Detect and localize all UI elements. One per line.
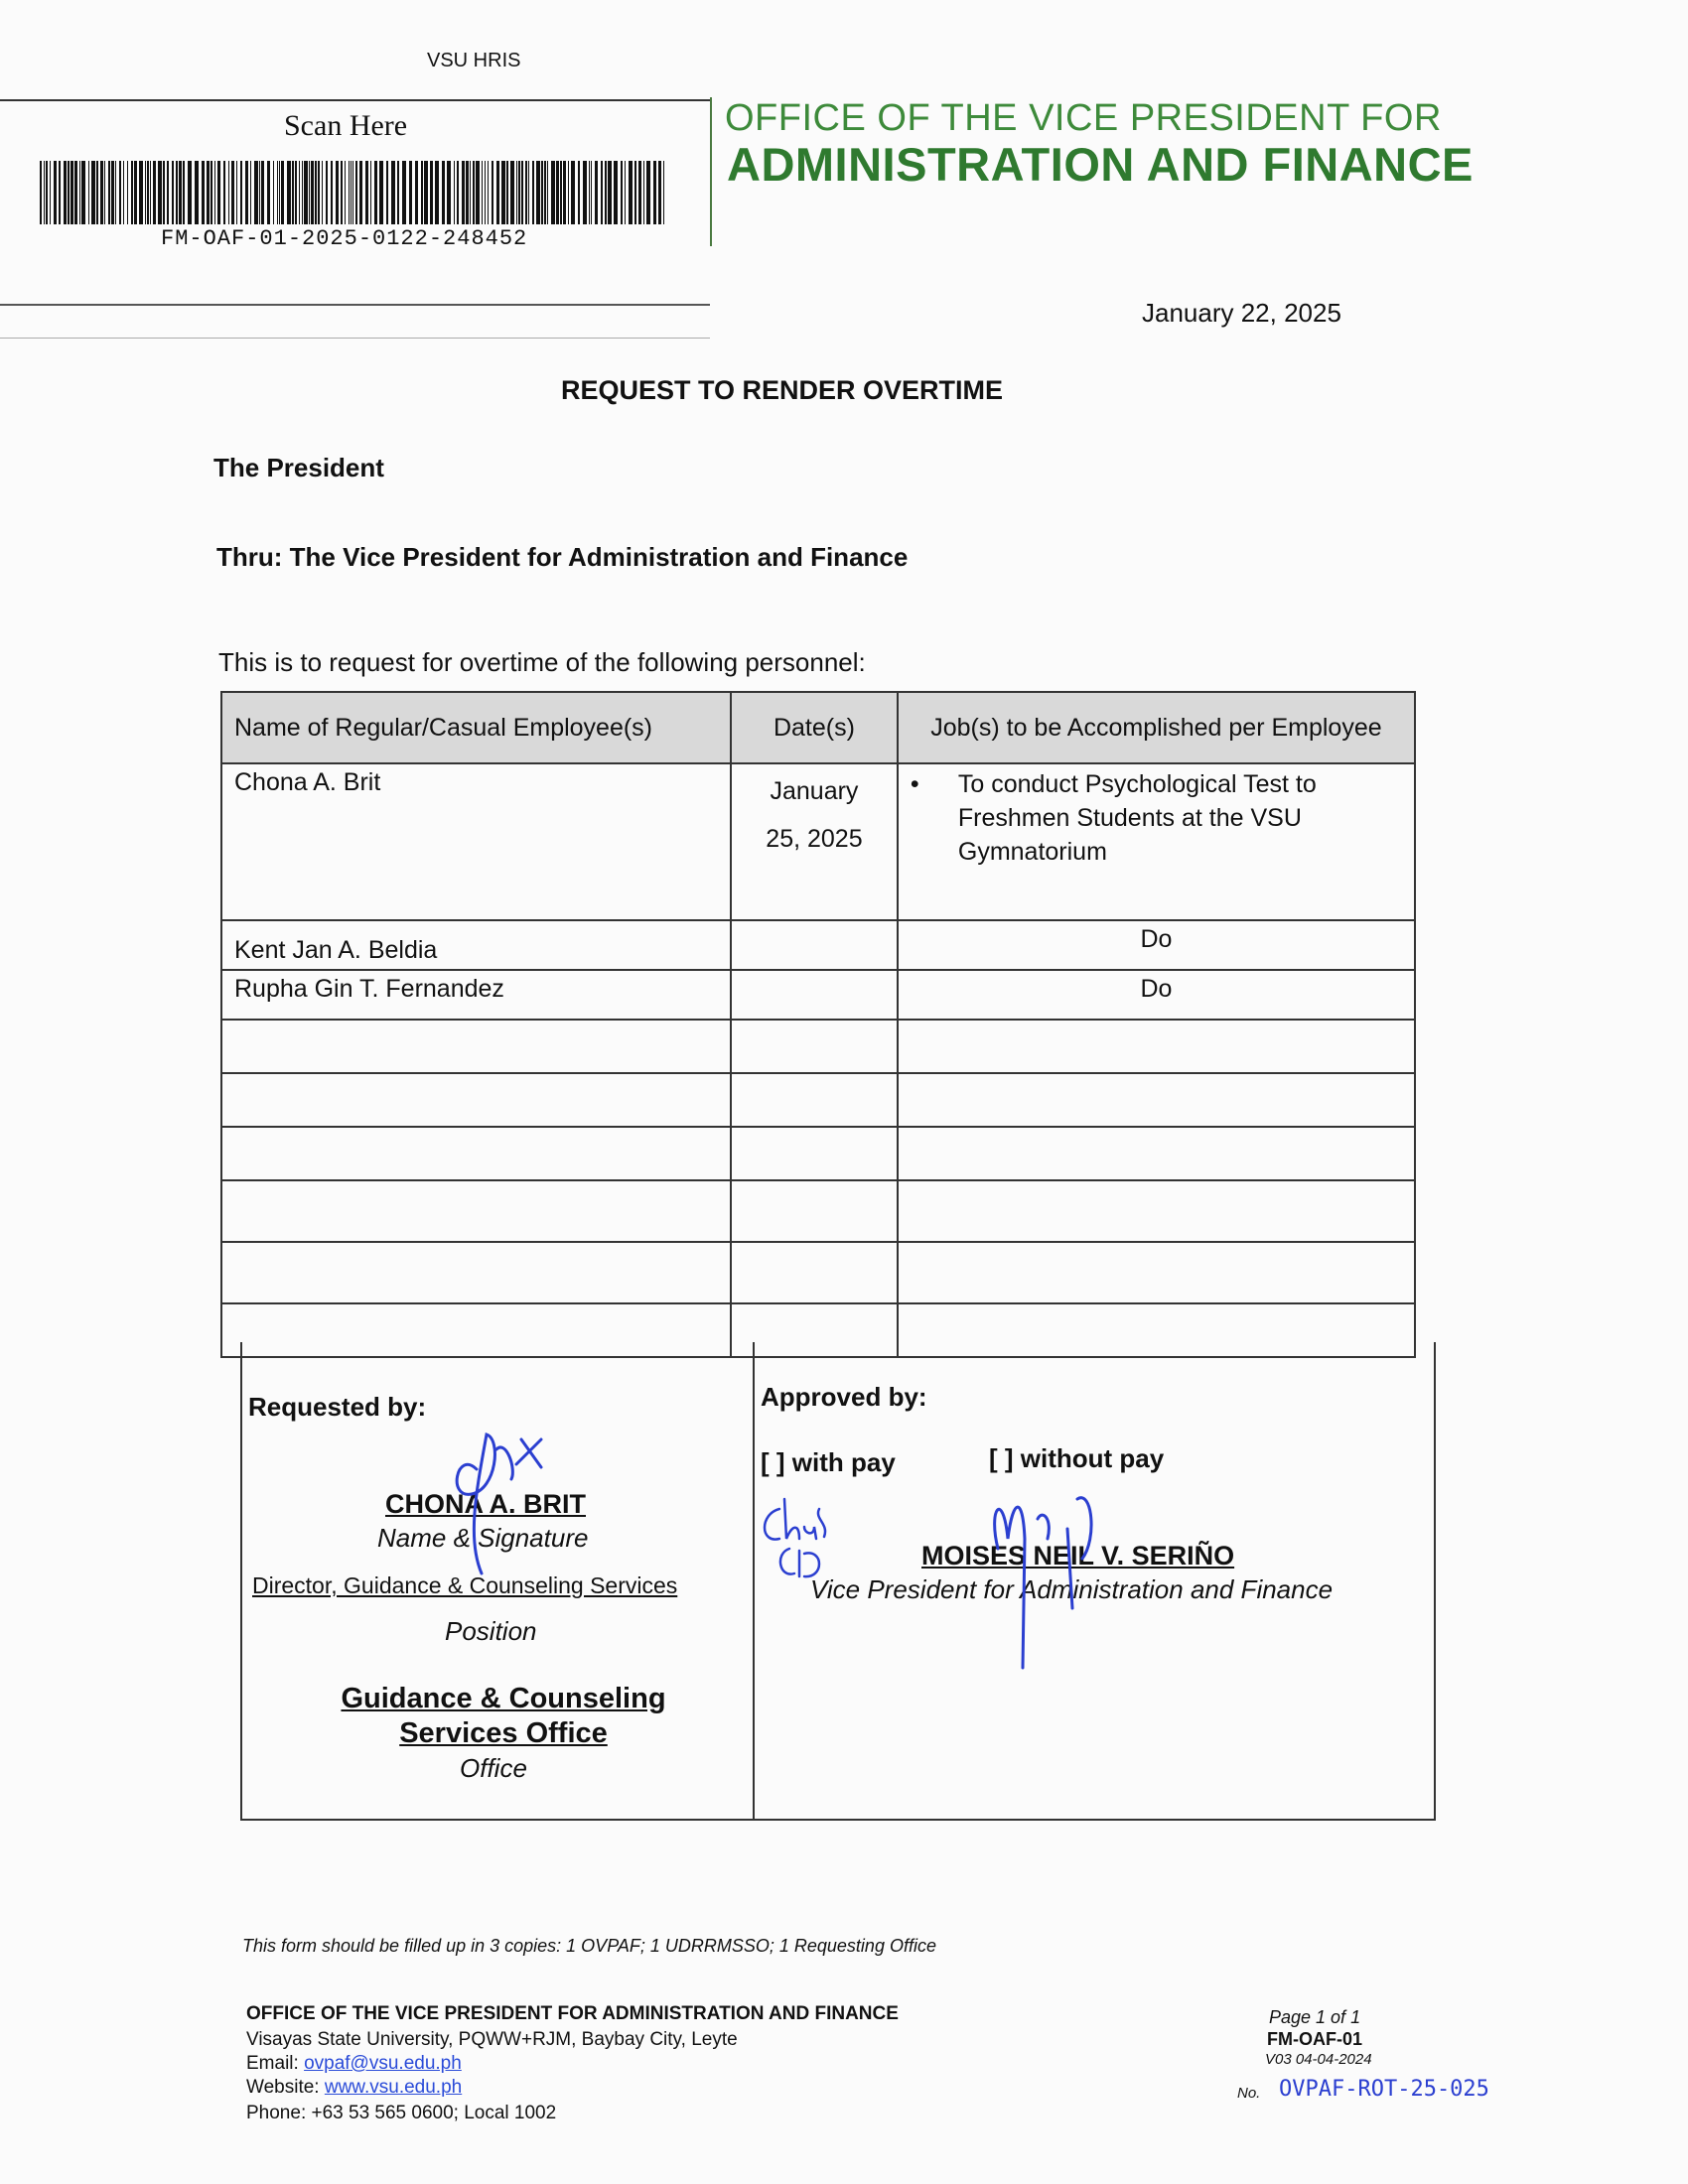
email-link[interactable]: ovpaf@vsu.edu.ph: [304, 2053, 462, 2074]
table-row-empty: [221, 1073, 1415, 1127]
table-row-empty: [221, 1242, 1415, 1303]
personnel-table: [220, 691, 1416, 1358]
stamp-divider-faint: [0, 338, 710, 339]
stamp-divider: [0, 304, 710, 306]
footer-email: [246, 2053, 462, 2075]
footer-office: OFFICE OF THE VICE PRESIDENT FOR ADMINISTRATION AND FINANCE: [246, 2003, 899, 2024]
employee-job: Do: [898, 970, 1415, 1020]
footer-website: [246, 2077, 462, 2099]
barcode-icon[interactable]: [40, 161, 665, 224]
employee-date: [731, 970, 898, 1020]
position-label: Position: [445, 1616, 537, 1646]
with-pay-checkbox[interactable]: [ ] with pay: [761, 1447, 896, 1477]
document-title: REQUEST TO RENDER OVERTIME: [561, 375, 1004, 405]
table-row-empty: [221, 1180, 1415, 1242]
letterhead-rule: [710, 97, 712, 246]
employee-name: Kent Jan A. Beldia: [221, 920, 731, 970]
office-label: Office: [460, 1753, 527, 1783]
addressee: The President: [213, 453, 384, 482]
approver-position: Vice President for Administration and Finance: [810, 1574, 1334, 1604]
date-line: 25, 2025: [766, 824, 863, 853]
header-jobs: Job(s) to be Accomplished per Employee: [898, 692, 1415, 763]
form-version: V03 04-04-2024: [1265, 2051, 1372, 2068]
email-label: Email:: [246, 2053, 299, 2074]
requester-signature-icon: [427, 1410, 566, 1578]
letterhead-line2: ADMINISTRATION AND FINANCE: [727, 138, 1474, 191]
copies-note: This form should be filled up in 3 copies: 1 OVPAF; 1 UDRRMSSO; 1 Requesting Office: [242, 1936, 936, 1956]
control-number-label: No.: [1237, 2085, 1261, 2102]
table-row-empty: [221, 1020, 1415, 1073]
control-number: OVPAF-ROT-25-025: [1279, 2077, 1489, 2102]
approver-signature-icon: [983, 1479, 1122, 1678]
thru-line: Thru: The Vice President for Administration and Finance: [216, 542, 909, 572]
employee-job: [898, 763, 1415, 920]
scan-here-label: Scan Here: [284, 109, 408, 142]
approver-name: MOISES NEIL V. SERIÑO: [921, 1541, 1235, 1570]
document-date: January 22, 2025: [1142, 298, 1341, 328]
hris-label: VSU HRIS: [427, 50, 521, 71]
letterhead-line1: OFFICE OF THE VICE PRESIDENT FOR: [725, 97, 1442, 139]
table-header-row: [221, 692, 1415, 763]
intro-text: This is to request for overtime of the following personnel:: [218, 647, 866, 677]
table-row: [221, 920, 1415, 970]
initials-signature-icon: [755, 1489, 854, 1588]
without-pay-checkbox[interactable]: [ ] without pay: [989, 1443, 1165, 1473]
date-line: January: [770, 777, 859, 805]
footer-phone: Phone: +63 53 565 0600; Local 1002: [246, 2103, 557, 2123]
table-row: [221, 970, 1415, 1020]
table-row-empty: [221, 1127, 1415, 1180]
requester-office: Guidance & Counseling Services Office: [341, 1683, 666, 1749]
name-signature-label: Name & Signature: [377, 1523, 589, 1553]
website-link[interactable]: www.vsu.edu.ph: [324, 2077, 463, 2098]
form-number: FM-OAF-01: [1267, 2029, 1362, 2049]
employee-date: [731, 920, 898, 970]
header-name: Name of Regular/Casual Employee(s): [221, 692, 731, 763]
tracking-code: FM-OAF-01-2025-0122-248452: [161, 226, 528, 251]
stamp-top-line: [0, 99, 710, 101]
website-label: Website:: [246, 2077, 320, 2098]
header-dates: Date(s): [731, 692, 898, 763]
requested-by-label: Requested by:: [248, 1392, 427, 1422]
bullet-icon: •: [910, 770, 919, 798]
employee-date: [731, 763, 898, 920]
approved-by-label: Approved by:: [761, 1382, 927, 1412]
employee-job: Do: [898, 920, 1415, 970]
employee-name: Chona A. Brit: [221, 763, 731, 920]
page-number: Page 1 of 1: [1269, 2007, 1361, 2027]
table-row: [221, 763, 1415, 920]
requester-name: CHONA A. BRIT: [385, 1489, 586, 1519]
job-text: To conduct Psychological Test to Freshmen Students at the VSU Gymnatorium: [957, 770, 1317, 866]
requester-position: Director, Guidance & Counseling Services: [252, 1572, 678, 1598]
footer-address: Visayas State University, PQWW+RJM, Baybay City, Leyte: [246, 2029, 738, 2050]
employee-name: Rupha Gin T. Fernandez: [221, 970, 731, 1020]
